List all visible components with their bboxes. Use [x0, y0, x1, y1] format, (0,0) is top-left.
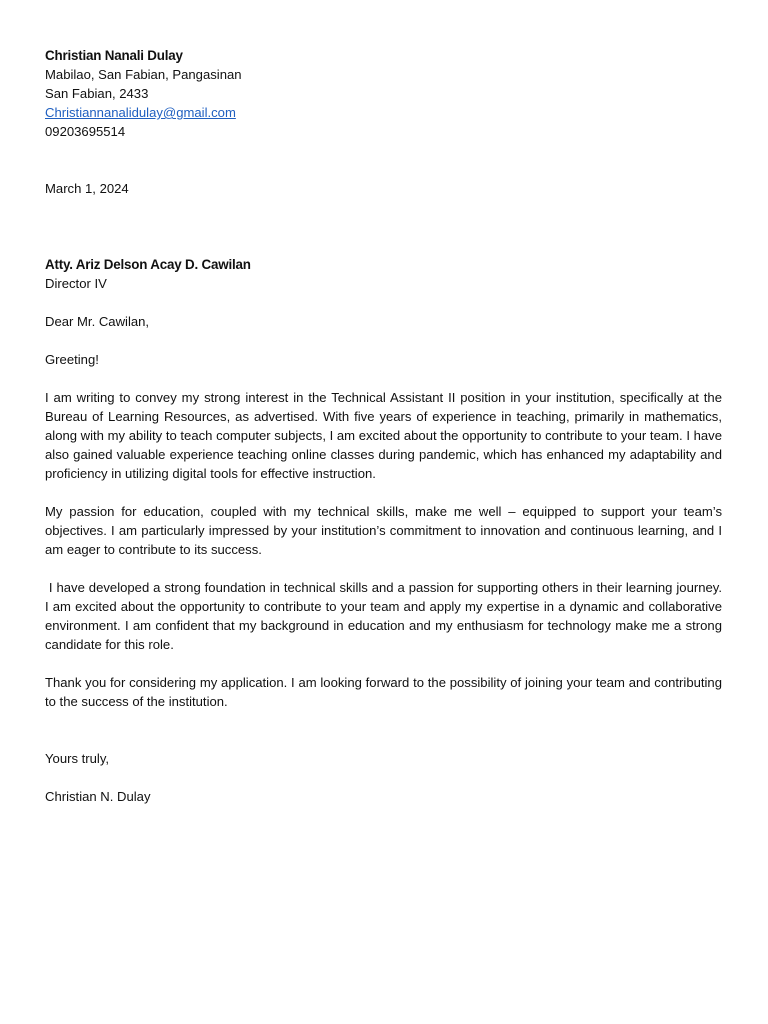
sender-email-link[interactable]: Christiannanalidulay@gmail.com: [45, 105, 236, 120]
body-paragraph-1: I am writing to convey my strong interest in the Technical Assistant II position in your institution, specifically at the Bureau of Learning Resources, as advertised. With five years of experience in teaching, primarily in mathematics, along with my ability to teach computer subjects, I am excited about the opportunity to contribute to your team. I have also gained valuable experience teaching online classes during pandemic, which has enhanced my adaptability and proficiency in utilizing digital tools for effective instruction.: [45, 390, 722, 481]
body-paragraph-2: My passion for education, coupled with my technical skills, make me well – equipped to support your team’s objectives. I am particularly impressed by your institution’s commitment to innovation and continuous learning, and I am eager to contribute to its success.: [45, 504, 722, 557]
greeting: Greeting!: [45, 352, 99, 367]
sender-address-line1: Mabilao, San Fabian, Pangasinan: [45, 67, 242, 82]
letter-date: March 1, 2024: [45, 181, 129, 196]
sender-block: [45, 46, 722, 141]
sender-name: Christian Nanali Dulay: [45, 48, 183, 63]
recipient-name: Atty. Ariz Delson Acay D. Cawilan: [45, 257, 251, 272]
recipient-block: [45, 255, 722, 293]
body-paragraph-3: I have developed a strong foundation in technical skills and a passion for supporting others in their learning journey. I am excited about the opportunity to contribute to your team and apply my expertise in a dynamic and collaborative environment. I am confident that my background in education and my enthusiasm for technology make me a strong candidate for this role.: [45, 580, 726, 652]
salutation: Dear Mr. Cawilan,: [45, 314, 150, 329]
letter-content: [45, 46, 726, 806]
closing: Yours truly,: [45, 751, 110, 766]
sender-address-line2: San Fabian, 2433: [45, 86, 149, 101]
body-paragraph-4: Thank you for considering my application. I am looking forward to the possibility of joining your team and contributing to the success of the institution.: [45, 675, 722, 709]
sender-phone: 09203695514: [45, 124, 126, 139]
signature-name: Christian N. Dulay: [45, 789, 151, 804]
recipient-title: Director IV: [45, 276, 107, 291]
